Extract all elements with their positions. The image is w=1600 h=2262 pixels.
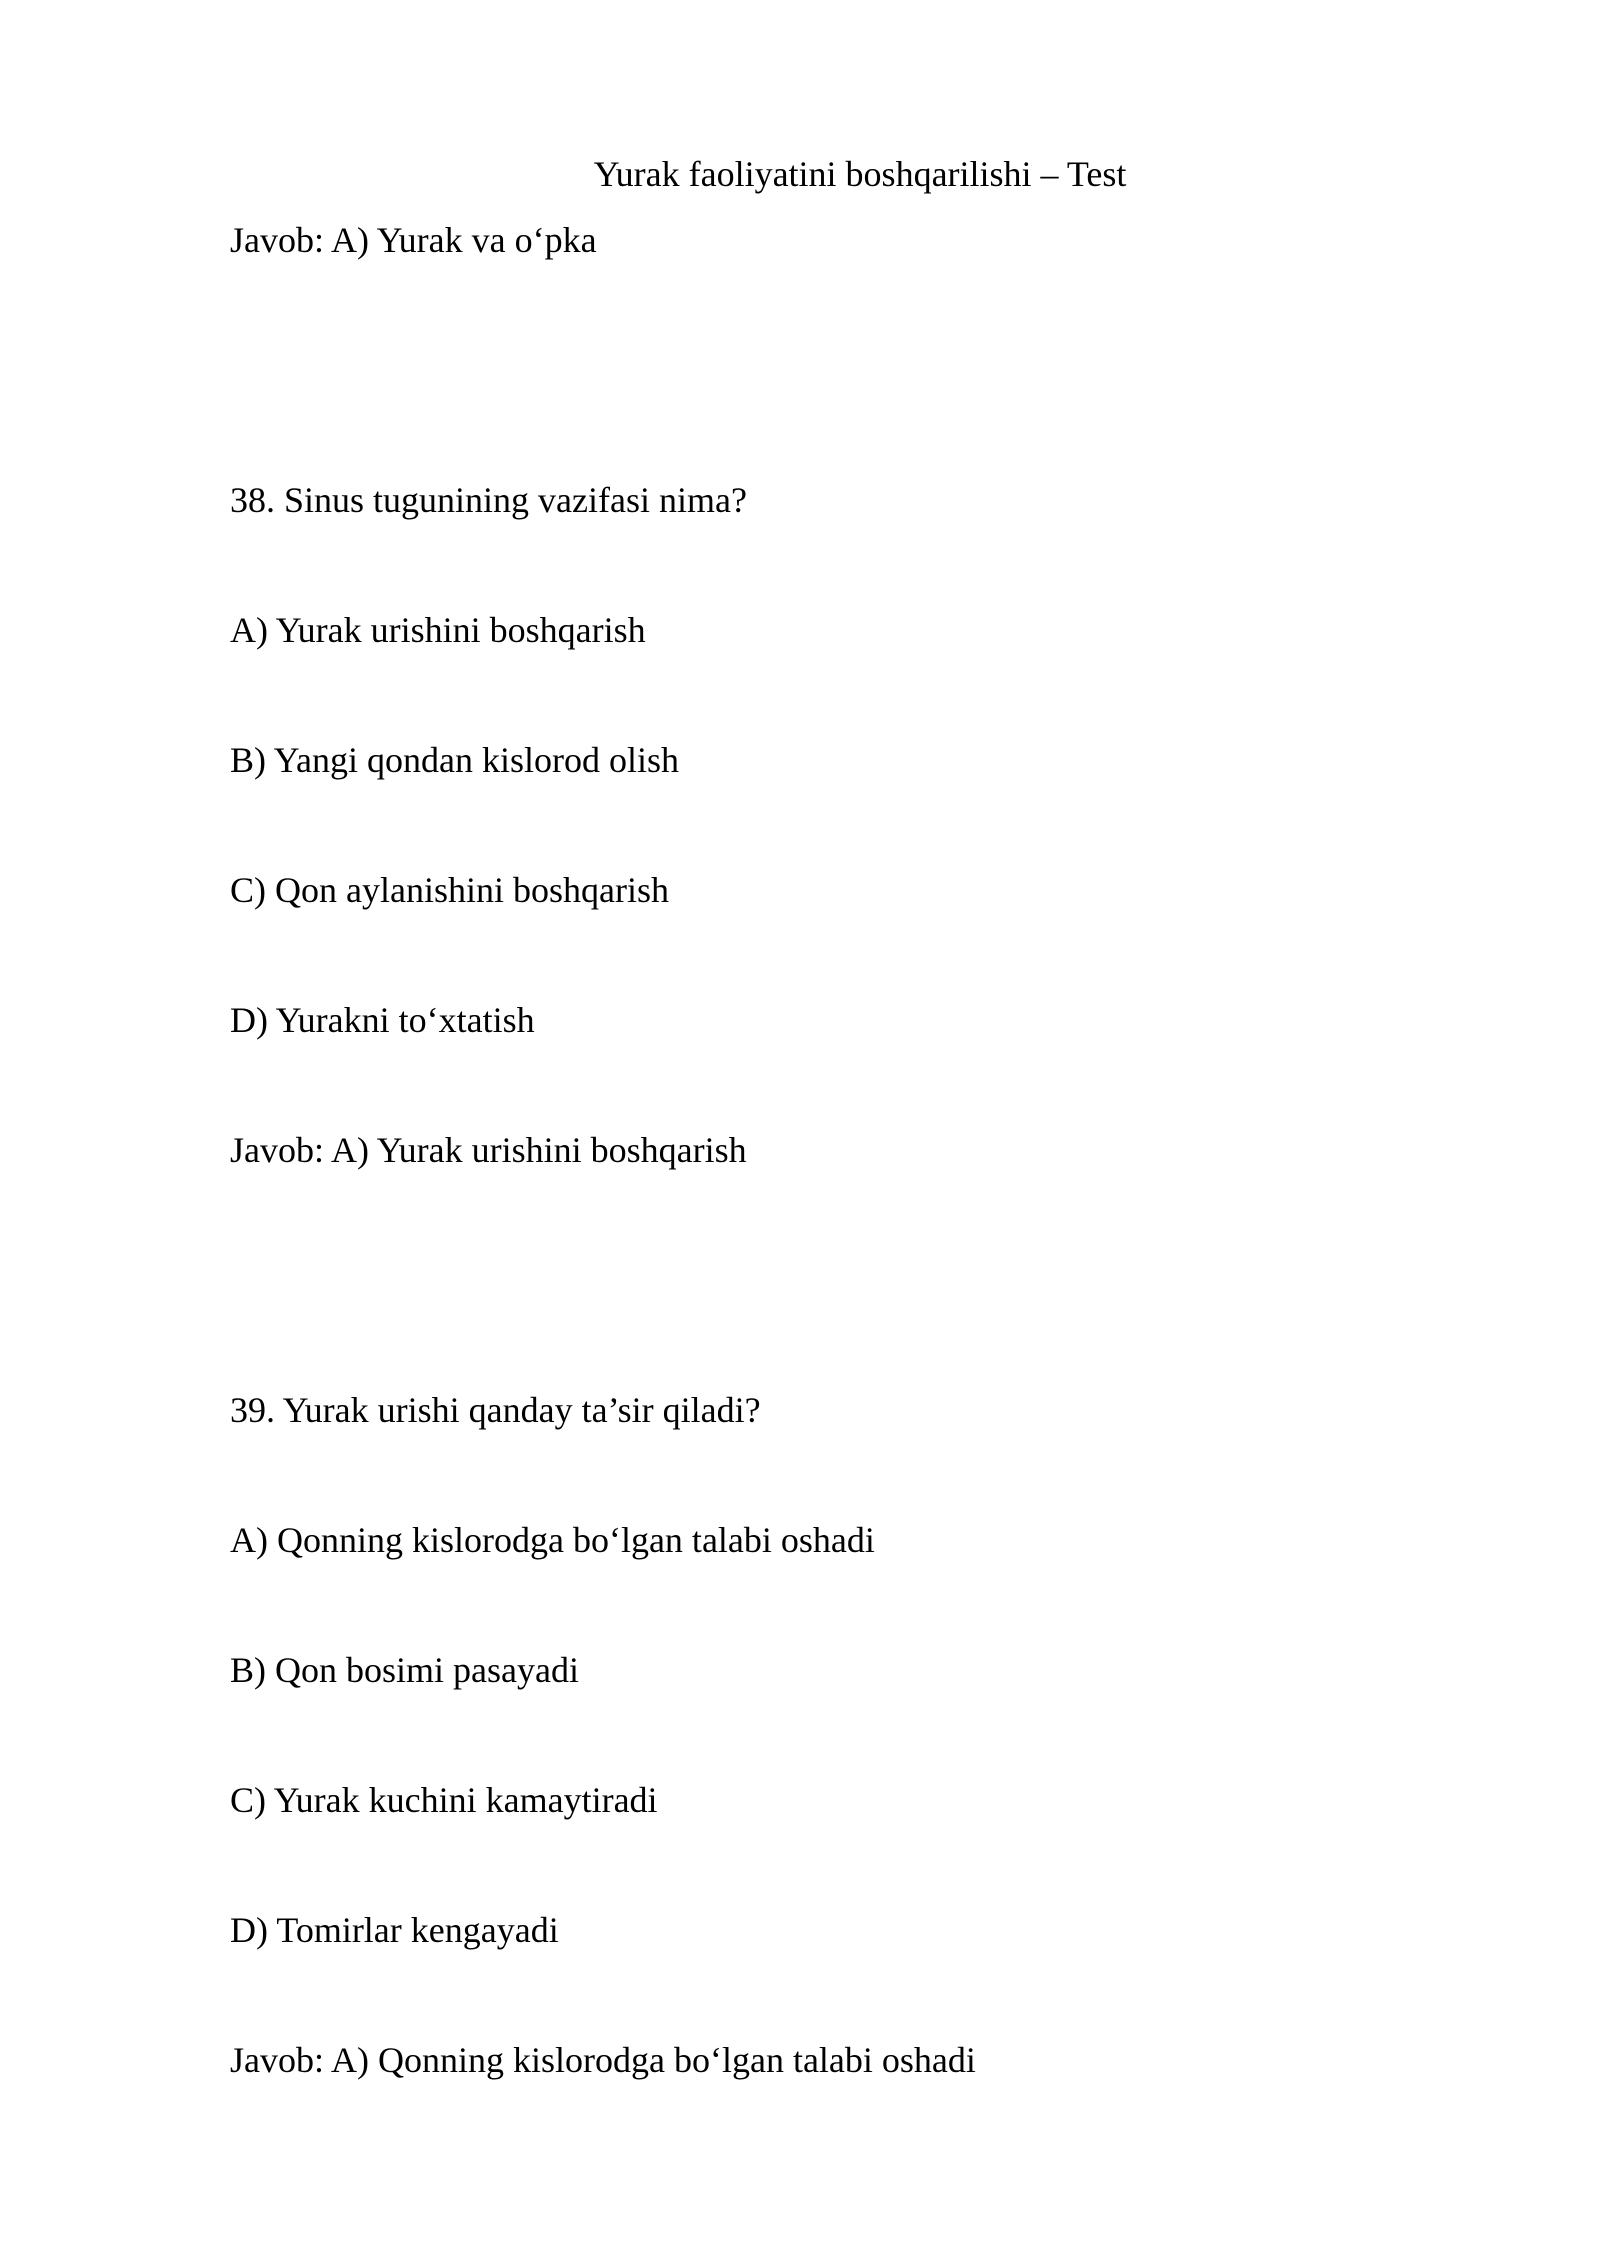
option-c: C) Yurak kuchini kamaytiradi: [230, 1780, 658, 1820]
previous-answer: Javob: A) Yurak va o‘pka: [230, 220, 597, 260]
option-b: B) Yangi qondan kislorod olish: [230, 740, 680, 780]
option-d: D) Yurakni to‘xtatish: [230, 1000, 535, 1040]
option-a: A) Yurak urishini boshqarish: [230, 610, 646, 650]
question-text: 39. Yurak urishi qanday ta’sir qiladi?: [230, 1390, 761, 1430]
option-d: D) Tomirlar kengayadi: [230, 1910, 559, 1950]
option-a: A) Qonning kislorodga bo‘lgan talabi oshadi: [230, 1520, 875, 1560]
question-text: 38. Sinus tugunining vazifasi nima?: [230, 480, 747, 520]
document-title: Yurak faoliyatini boshqarilishi – Test: [593, 154, 1127, 194]
option-c: C) Qon aylanishini boshqarish: [230, 870, 669, 910]
answer: Javob: A) Qonning kislorodga bo‘lgan talabi oshadi: [230, 2040, 976, 2080]
option-b: B) Qon bosimi pasayadi: [230, 1650, 579, 1690]
answer: Javob: A) Yurak urishini boshqarish: [230, 1130, 747, 1170]
